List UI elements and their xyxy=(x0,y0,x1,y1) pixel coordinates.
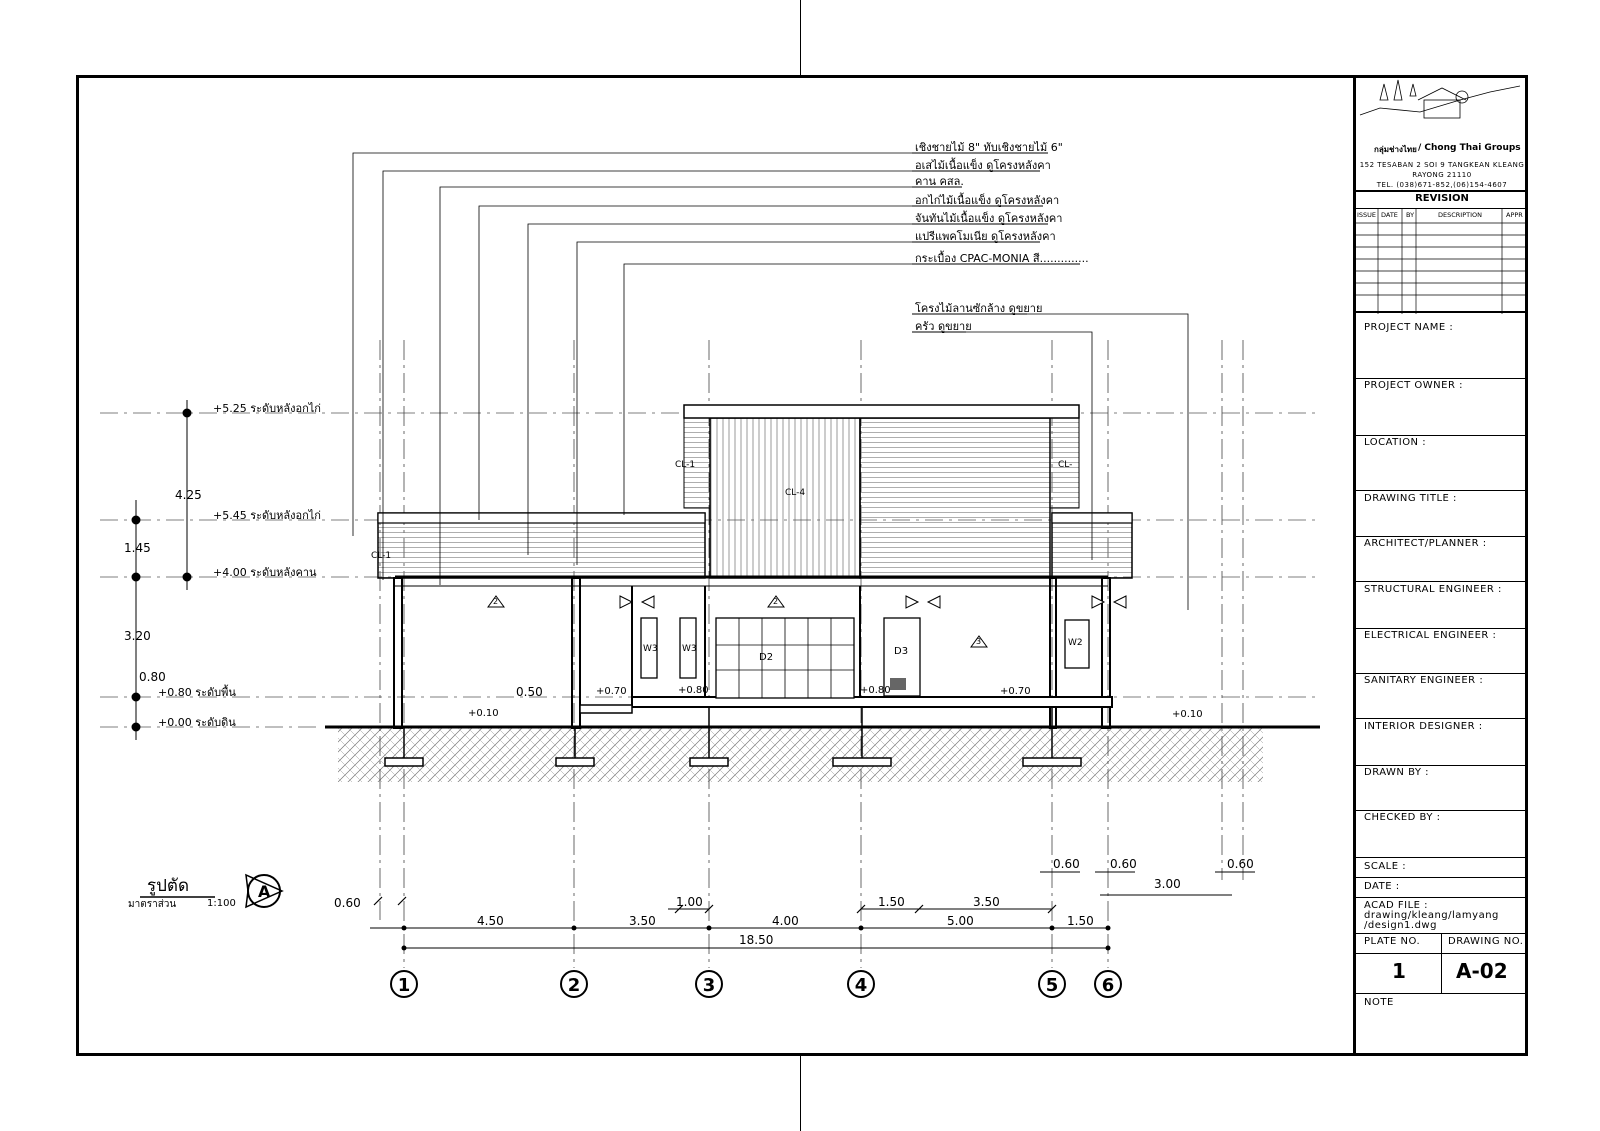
grid-bubble-3: 3 xyxy=(695,970,723,998)
lower-roof-left-fascia xyxy=(378,513,705,523)
acad-file-label: ACAD FILE : xyxy=(1364,900,1429,911)
ground-hatch xyxy=(338,727,1263,782)
dim-label: 5.00 xyxy=(947,914,974,928)
revision-header: DATE xyxy=(1381,211,1398,219)
dim-label: 0.60 xyxy=(334,896,361,910)
project-owner-field: PROJECT OWNER : xyxy=(1364,380,1463,391)
level-label: +5.45 ระดับหลังอกไก่ xyxy=(213,509,321,522)
plate-no-label: PLATE NO. xyxy=(1364,936,1421,947)
revision-title: REVISION xyxy=(1415,193,1469,204)
grid-bubble-5: 5 xyxy=(1038,970,1066,998)
acad-file-path: drawing/kleang/lamyang xyxy=(1364,910,1499,921)
electrical-engineer-field: ELECTRICAL ENGINEER : xyxy=(1364,630,1497,641)
grid-bubble-2: 2 xyxy=(560,970,588,998)
high-roof-ridge xyxy=(684,405,1079,418)
vertical-dim-label: 1.45 xyxy=(124,541,151,555)
section-marker-label: A xyxy=(258,882,271,901)
date-field: DATE : xyxy=(1364,881,1400,892)
project-name-field: PROJECT NAME : xyxy=(1364,322,1454,333)
floor-mark: +0.70 xyxy=(596,686,627,697)
company-name: / Chong Thai Groups xyxy=(1418,143,1521,153)
note-field: NOTE xyxy=(1364,997,1394,1008)
step-dim: 0.50 xyxy=(516,685,543,699)
annotation-post: อเสไม้เนื้อแข็ง ดูโครงหลังคา xyxy=(915,159,1051,172)
annotation-fascia: เชิงชายไม้ 8" ทับเชิงชายไม้ 6" xyxy=(915,141,1063,154)
dim-label: 3.50 xyxy=(629,914,656,928)
dim-label: 0.60 xyxy=(1110,857,1137,871)
dim-label: 1.50 xyxy=(1067,914,1094,928)
section-title: รูปตัด xyxy=(147,876,190,896)
level-label: +4.00 ระดับหลังคาน xyxy=(213,566,317,579)
room-tag: 2 xyxy=(493,597,499,606)
level-label: +0.00 ระดับดิน xyxy=(158,716,236,729)
door-tag: D3 xyxy=(894,646,909,657)
dim-label: 3.50 xyxy=(973,895,1000,909)
dim-label: 1.50 xyxy=(878,895,905,909)
vertical-dim-label: 4.25 xyxy=(175,488,202,502)
high-roof-slope xyxy=(860,418,1050,578)
scale-field: SCALE : xyxy=(1364,861,1407,872)
floor-mark: +0.80 xyxy=(678,685,709,696)
dim-total: 18.50 xyxy=(739,933,774,947)
drawing-title-field: DRAWING TITLE : xyxy=(1364,493,1457,504)
company-phone: TEL. (038)671-852,(06)154-4607 xyxy=(1376,181,1508,189)
revision-header: DESCRIPTION xyxy=(1438,211,1482,219)
floor-mark: +0.70 xyxy=(1000,686,1031,697)
interior-designer-field: INTERIOR DESIGNER : xyxy=(1364,721,1483,732)
annotation-ridge: อกไก่ไม้เนื้อแข็ง ดูโครงหลังคา xyxy=(915,194,1060,207)
annotation-rafter: จันทันไม้เนื้อแข็ง ดูโครงหลังคา xyxy=(915,212,1063,225)
structural-engineer-field: STRUCTURAL ENGINEER : xyxy=(1364,584,1502,595)
dim-label: 1.00 xyxy=(676,895,703,909)
horizontal-dimensions xyxy=(370,872,1255,948)
grid-bubble-4: 4 xyxy=(847,970,875,998)
company-address: RAYONG 21110 xyxy=(1412,171,1472,179)
door-tag: D2 xyxy=(759,652,774,663)
title-block xyxy=(1353,75,1528,1056)
company-name-thai: กลุ่มช่างไทย xyxy=(1374,145,1417,154)
window-tag: W3 xyxy=(643,644,658,654)
scale-value: 1:100 xyxy=(207,898,236,909)
dim-label: 0.60 xyxy=(1053,857,1080,871)
cladding-tag: CL-1 xyxy=(675,460,696,470)
floor-mark: +0.10 xyxy=(468,708,499,719)
dim-label: 4.50 xyxy=(477,914,504,928)
vertical-dim-label: 3.20 xyxy=(124,629,151,643)
plate-no: 1 xyxy=(1392,959,1406,983)
cladding-tag: CL-4 xyxy=(785,488,806,498)
room-tag: 3 xyxy=(976,637,982,646)
annotation-beam: คาน คสล. xyxy=(915,175,964,188)
cladding-tag: CL- xyxy=(1058,460,1073,470)
dim-label: 0.60 xyxy=(1227,857,1254,871)
grid-bubble-6: 6 xyxy=(1094,970,1122,998)
grid-bubble-1: 1 xyxy=(390,970,418,998)
revision-header: BY xyxy=(1406,211,1415,219)
dim-label: 3.00 xyxy=(1154,877,1181,891)
annotation-kitchen: ครัว ดูขยาย xyxy=(915,320,972,333)
window-tag: W2 xyxy=(1068,638,1083,648)
level-label: +0.80 ระดับพื้น xyxy=(158,686,236,699)
scale-label: มาตราส่วน xyxy=(128,899,177,910)
level-label: +5.25 ระดับหลังอกไก่ xyxy=(213,402,321,415)
checked-by-field: CHECKED BY : xyxy=(1364,812,1441,823)
location-field: LOCATION : xyxy=(1364,437,1427,448)
acad-file-path: /design1.dwg xyxy=(1364,920,1437,931)
annotation-roof-tile: กระเบื้อง CPAC-MONIA สี.............. xyxy=(915,252,1089,265)
vertical-dim-label: 0.80 xyxy=(139,670,166,684)
architect-field: ARCHITECT/PLANNER : xyxy=(1364,538,1487,549)
annotation-laundry: โครงไม้ลานซักล้าง ดูขยาย xyxy=(915,302,1043,315)
company-address: 152 TESABAN 2 SOI 9 TANGKEAN KLEANG xyxy=(1359,161,1525,169)
cladding-tag: CL-1 xyxy=(371,551,392,561)
drawing-no: A-02 xyxy=(1456,959,1508,983)
drawn-by-field: DRAWN BY : xyxy=(1364,767,1430,778)
sanitary-engineer-field: SANITARY ENGINEER : xyxy=(1364,675,1484,686)
revision-table xyxy=(1356,208,1528,313)
floor-mark: +0.10 xyxy=(1172,709,1203,720)
floor-slab xyxy=(632,697,1112,707)
drawing-no-label: DRAWING NO. xyxy=(1448,936,1524,947)
revision-header: ISSUE xyxy=(1357,211,1377,219)
window-tag: W3 xyxy=(682,644,697,654)
terrace-slab xyxy=(580,705,632,713)
revision-header: APPR xyxy=(1506,211,1523,219)
room-tag: 2 xyxy=(773,597,779,606)
floor-mark: +0.80 xyxy=(860,685,891,696)
dim-label: 4.00 xyxy=(772,914,799,928)
high-roof-gable xyxy=(710,418,860,578)
annotation-purlin: แปรีแพคโมเนีย ดูโครงหลังคา xyxy=(915,230,1056,243)
